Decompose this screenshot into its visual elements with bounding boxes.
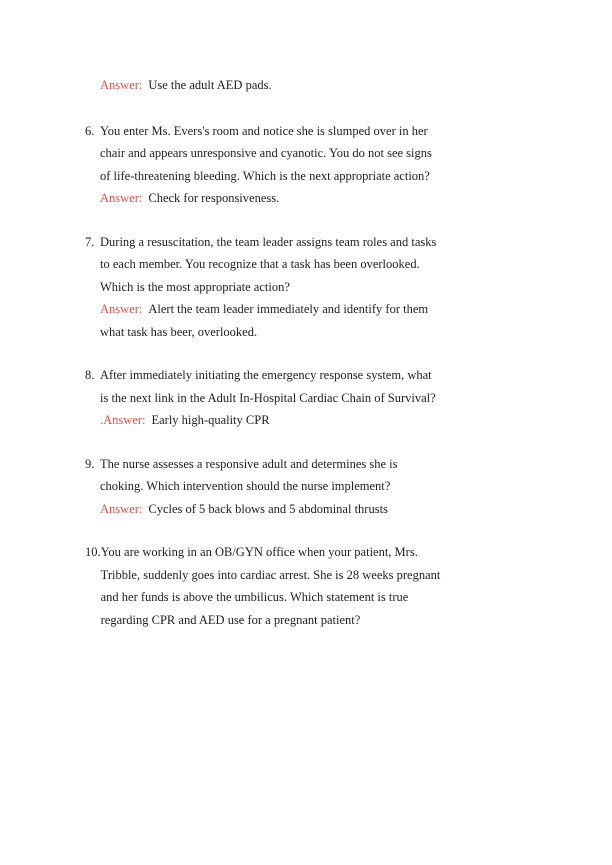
question-text: You enter Ms. Evers's room and notice she is slumped over in her chair and appears unresponsive and cyanotic. You do not see signs of life-threatening bleeding. Which is the next appropriate action? <box>100 123 432 183</box>
question-number: 10. <box>85 545 101 559</box>
answer-line <box>100 187 443 210</box>
answer-line <box>100 74 443 97</box>
question-body <box>101 541 443 631</box>
answer-text: Cycles of 5 back blows and 5 abdominal thrusts <box>148 501 388 516</box>
question-text: The nurse assesses a responsive adult and determines she is choking. Which intervention should the nurse implement? <box>100 456 398 493</box>
question-number: 9. <box>85 456 95 471</box>
document-content <box>85 74 443 652</box>
question-block <box>85 541 443 631</box>
answer-label: .Answer: <box>100 413 146 427</box>
question-body <box>100 453 443 521</box>
question-text: After immediately initiating the emergency response system, what is the next link in the Adult In-Hospital Cardiac Chain of Survival? <box>100 368 436 405</box>
question-body <box>100 364 443 432</box>
question-body <box>100 120 443 210</box>
answer-text: Check for responsiveness. <box>148 191 280 205</box>
answer-label: Answer: <box>100 302 143 316</box>
question-block <box>85 120 443 210</box>
question-block <box>85 231 443 344</box>
question-body <box>100 231 443 344</box>
question-text: During a resuscitation, the team leader assigns team roles and tasks to each member. You recognize that a task has been overlooked. Which is the most appropriate action? <box>100 234 437 294</box>
answer-text: Alert the team leader immediately and identify for them what task has beer, overlooked. <box>100 302 429 339</box>
answer-label: Answer: <box>100 78 143 92</box>
question-text: You are working in an OB/GYN office when your patient, Mrs. Tribble, suddenly goes into cardiac arrest. She is 28 weeks pregnant and her funds is above the umbilicus. Which statement is true regarding CPR and AED use for a pregnant patient? <box>100 545 441 627</box>
answer-label: Answer: <box>100 501 143 516</box>
answer-label: Answer: <box>100 191 143 205</box>
question-block <box>85 364 443 432</box>
question-block <box>85 453 443 521</box>
answer-line <box>100 498 443 521</box>
question-number: 7. <box>85 234 95 249</box>
answer-line <box>100 298 443 343</box>
answer-text: Use the adult AED pads. <box>148 78 272 92</box>
answer-text: Early high-quality CPR <box>151 413 270 427</box>
answer-line <box>100 409 443 432</box>
question-number: 6. <box>85 123 95 138</box>
question-list <box>85 120 443 632</box>
question-number: 8. <box>85 368 95 382</box>
